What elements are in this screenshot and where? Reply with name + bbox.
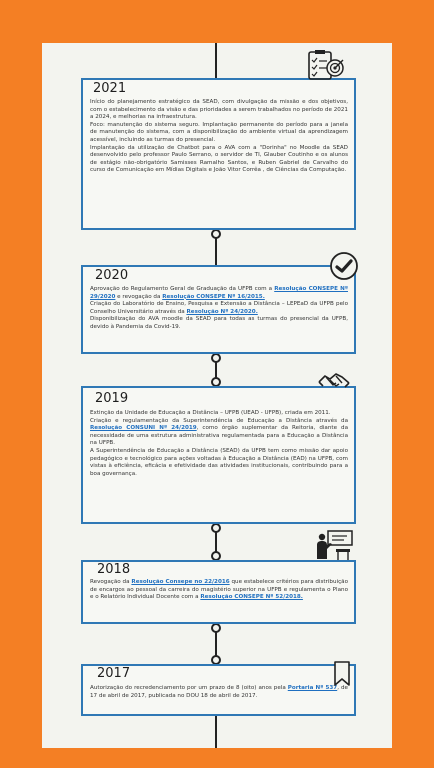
paragraph: Foco: manutenção do sistema seguro. Implantação permanente do período para a janela de manutenção do sistema, com a disponibilização do ambiente virtual da aprendizagem acessível, incluindo as turmas do presencial. (90, 121, 348, 143)
paragraph-text: , como órgão suplementar da Reitoria, diante da necessidade de uma estrutura administrativa regulamentada para a Educação a Distância na UFPB. (90, 425, 348, 447)
paragraph: A Superintendência de Educação a Distância (SEAD) da UFPB tem como missão dar apoio pedagógico e tecnológico para ações voltadas à Educação a Distância (EAD) na UFPB, com vistas à eficiência, eficácia e efetividade das atividades institucionais, contribuindo para a boa governança. (90, 447, 348, 477)
timeline-node (211, 229, 221, 239)
paragraph-text: Revogação da (90, 579, 132, 585)
year-label: 2019 (95, 391, 129, 406)
card-text (90, 685, 348, 700)
timeline-card-2019 (81, 386, 356, 524)
resolution-link[interactable]: Resolução CONSEPE Nº 52/2018. (200, 594, 303, 601)
paragraph: Extinção da Unidade de Educação a Distância – UFPB (UEAD - UFPB), criada em 2011. (90, 410, 331, 416)
resolution-link[interactable]: Resolução Nº 24/2020. (186, 308, 258, 315)
card-text (90, 99, 348, 175)
year-label: 2018 (97, 562, 131, 577)
timeline-node (211, 523, 221, 533)
resolution-link[interactable]: Resolução Consepe no 22/2016 (131, 579, 230, 585)
paragraph: Início do planejamento estratégico da SEAD, com divulgação da missão e dos objetivos, com o estabelecimento da visão e das prioridades a serem trabalhados no período de 2021 a 2024, e melhorias na infraestrutura. (90, 99, 348, 121)
paragraph (90, 301, 348, 316)
paragraph-text: , de 17 de abril de 2017, publicada no DOU 18 de abril de 2017. (90, 685, 348, 699)
paragraph-text: e revogação da (115, 293, 163, 300)
card-text (90, 410, 348, 478)
teacher-board-icon (314, 529, 354, 561)
portaria-link[interactable]: Portaria Nº 537 (287, 685, 338, 691)
checkmark-badge-icon (329, 251, 359, 281)
timeline-card-2020 (81, 265, 356, 354)
handshake-icon (318, 367, 350, 393)
resolution-link[interactable]: Resolução CONSEPE Nº 16/2015. (162, 293, 265, 300)
paragraph: Disponibilização do AVA moodle da SEAD para todas as turmas do presencial da UFPB, devido à Pandemia da Covid-19. (90, 316, 348, 330)
resolution-link[interactable]: Resolução CONSEPE Nº 29/2020 (90, 286, 348, 300)
paragraph-text: que estabelece critérios para distribuição de encargos ao pessoal da carreira do magistério superior na UFPB e regulamenta o Plano e o Relatório Individual Docente com a (90, 579, 348, 601)
paragraph (90, 685, 348, 700)
timeline-card-2018 (81, 560, 356, 624)
timeline-connector (215, 716, 217, 748)
year-label: 2021 (93, 81, 127, 96)
paragraph (90, 418, 348, 448)
timeline-connector (215, 43, 217, 79)
card-text (90, 579, 348, 602)
paragraph (90, 579, 348, 602)
resolution-link[interactable]: Resolução CONSUNI Nº 24/2019 (90, 425, 197, 432)
paragraph (90, 286, 348, 301)
timeline-card-2021 (81, 78, 356, 230)
timeline-card-2017 (81, 664, 356, 716)
year-label: 2017 (97, 666, 131, 681)
paragraph-text: Aprovação do Regulamento Geral de Graduação da UFPB com a (90, 286, 275, 292)
paragraph-text: Criação do Laboratório de Ensino, Pesquisa e Extensão a Distância – LEPEaD da UFPB pelo Conselho Universitário através da (90, 301, 348, 315)
timeline-node (211, 623, 221, 633)
paragraph: Implantação da utilização de Chatbot para o AVA com a "Dorinha" no Moodle da SEAD desenvolvido pelo professor Paulo Serrano, o servidor de TI, Glauber Coutinho e os alunos de estágio não-obrigatório Samisses Ramalho Santos, e Ruben Gabriel de Carvalho do curso de Comunicação em Mídias Digitais e João Vitor Corrêa , de Ciências da Computação. (90, 144, 348, 174)
bookmark-icon (333, 661, 351, 687)
timeline-node (211, 353, 221, 363)
card-text (90, 286, 348, 332)
paragraph-text: Criação e regulamentação da Superintendência de Educação a Distância através da (90, 417, 348, 424)
paragraph-text: Autorização do recredenciamento por um prazo de 8 (oito) anos pela (90, 685, 288, 691)
year-label: 2020 (95, 268, 129, 283)
target-checklist-icon (306, 48, 346, 82)
